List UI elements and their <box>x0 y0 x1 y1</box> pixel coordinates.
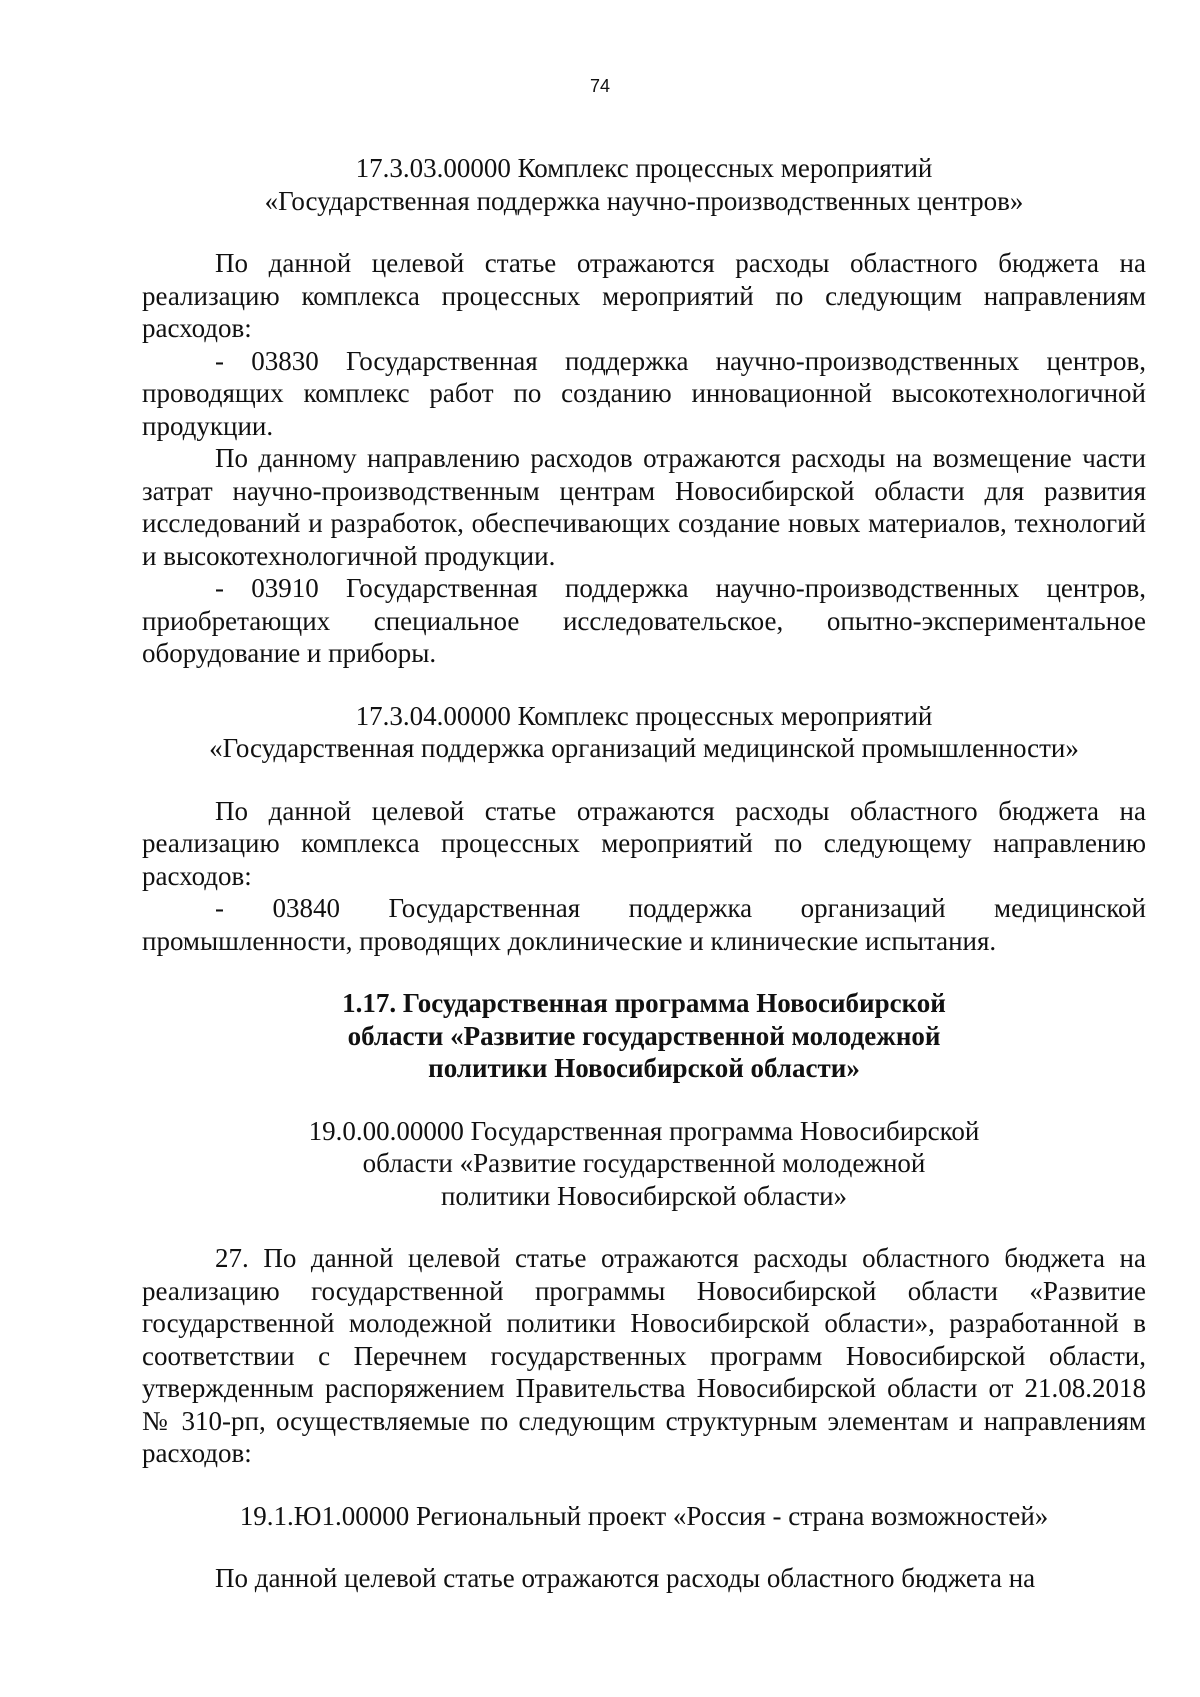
expense-item-03830-description: По данному направлению расходов отражаются расходы на возмещение части затрат научно-производственным центрам Новосибирской области для развития исследований и разработок, обеспечивающих создание новых материалов, технологий и высокотехнологичной продукции. <box>142 443 1146 571</box>
program-title-1-17 <box>142 987 1146 1085</box>
intro-paragraph: По данной целевой статье отражаются расходы областного бюджета на реализацию комплекса процессных мероприятий по следующим направлениям расходов: <box>142 248 1146 343</box>
heading-line: «Государственная поддержка организаций медицинской промышленности» <box>209 733 1079 763</box>
trailing-paragraph: По данной целевой статье отражаются расходы областного бюджета на <box>215 1563 1036 1593</box>
expense-item-03830: - 03830 Государственная поддержка научно-производственных центров, проводящих комплекс работ по созданию инновационной высокотехнологичной продукции. <box>142 345 1146 441</box>
paragraph-27: 27. По данной целевой статье отражаются расходы областного бюджета на реализацию государственной программы Новосибирской области «Развитие государственной молодежной политики Новосибирской области», разработанной в соответствии с Перечнем государственных программ Новосибирской области, утвержденным распоряжением Правительства Новосибирской области от 21.08.2018 № 310-рп, осуществляемые по следующим структурным элементам и направлениям расходов: <box>142 1243 1146 1468</box>
heading-line: 19.0.00.00000 Государственная программа Новосибирской <box>308 1115 980 1146</box>
heading-line: 1.17. Государственная программа Новосибирской <box>342 988 946 1018</box>
intro-paragraph: По данной целевой статье отражаются расходы областного бюджета на реализацию комплекса процессных мероприятий по следующему направлению расходов: <box>142 795 1146 891</box>
section-heading-17-3-03 <box>142 152 1146 217</box>
heading-line: области «Развитие государственной молодежной <box>362 1148 926 1178</box>
page-number: 74 <box>589 76 611 96</box>
expense-item-03910: - 03910 Государственная поддержка научно-производственных центров, приобретающих специальное исследовательское, опытно-экспериментальное оборудование и приборы. <box>142 573 1146 668</box>
heading-line: 17.3.04.00000 Комплекс процессных мероприятий <box>355 700 933 731</box>
section-heading-19-0-00 <box>142 1115 1146 1213</box>
heading-line: политики Новосибирской области» <box>440 1180 848 1211</box>
heading-line: области «Развитие государственной молодежной <box>347 1020 941 1051</box>
heading-line: 17.3.03.00000 Комплекс процессных мероприятий <box>355 153 933 183</box>
expense-item-03840: - 03840 Государственная поддержка организаций медицинской промышленности, проводящих доклинические и клинические испытания. <box>142 893 1146 956</box>
heading-line: политики Новосибирской области» <box>428 1053 860 1083</box>
heading-line: «Государственная поддержка научно-производственных центров» <box>264 185 1024 216</box>
section-heading-17-3-04 <box>142 700 1146 765</box>
document-body <box>142 152 1146 1595</box>
section-heading-19-1-yu1: 19.1.Ю1.00000 Региональный проект «Россия - страна возможностей» <box>239 1500 1049 1531</box>
